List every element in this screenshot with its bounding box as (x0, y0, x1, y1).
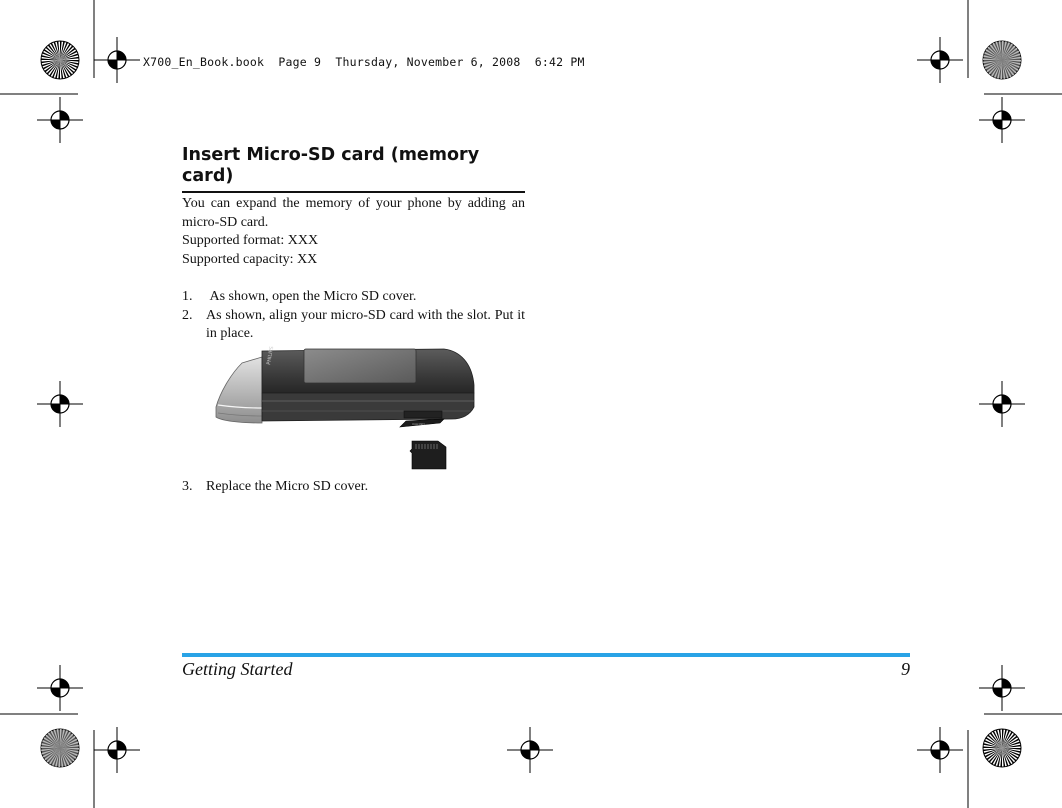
registration-crosshair (507, 727, 553, 773)
registration-crosshair (94, 727, 140, 773)
supported-capacity: Supported capacity: XX (182, 251, 318, 267)
registration-crosshair (979, 97, 1025, 143)
intro-paragraph: You can expand the memory of your phone by adding an micro-SD card. (182, 196, 525, 230)
footer-page-number: 9 (901, 659, 910, 679)
phone-brand-label: PHILIPS (266, 345, 276, 365)
registration-crosshair (37, 665, 83, 711)
microsd-card (410, 441, 446, 469)
starburst-registration-mark (983, 729, 1021, 767)
registration-crosshair (917, 727, 963, 773)
registration-crosshair (37, 381, 83, 427)
step-text: Replace the Micro SD cover. (206, 478, 369, 494)
phone-microsd-illustration (212, 345, 482, 470)
supported-format: Supported format: XXX (182, 233, 319, 248)
step-number: 1. (182, 289, 193, 304)
footer-chapter-title: Getting Started (182, 659, 293, 679)
print-header-slug: X700_En_Book.book Page 9 Thursday, November 6, 2008 6:42 PM (143, 55, 585, 69)
registration-crosshair (94, 37, 140, 83)
step-3 (182, 478, 525, 497)
registration-crosshair (37, 97, 83, 143)
footer-rule (182, 653, 910, 657)
step-number: 3. (182, 478, 193, 494)
step-text: As shown, open the Micro SD cover. (206, 289, 417, 304)
registration-crosshair (979, 381, 1025, 427)
step-number: 2. (182, 307, 193, 323)
registration-crosshair (917, 37, 963, 83)
main-content (182, 145, 525, 496)
step-text: As shown, align your micro-SD card with the slot. Put it in place. (206, 307, 525, 341)
starburst-registration-mark (983, 41, 1021, 79)
step-1 (182, 288, 525, 307)
starburst-registration-mark (41, 41, 79, 79)
section-title: Insert Micro-SD card (memory card) (182, 145, 525, 193)
starburst-registration-mark (41, 729, 79, 767)
slot-card-label: microSD (412, 421, 425, 426)
step-2 (182, 307, 525, 344)
registration-crosshair (979, 665, 1025, 711)
